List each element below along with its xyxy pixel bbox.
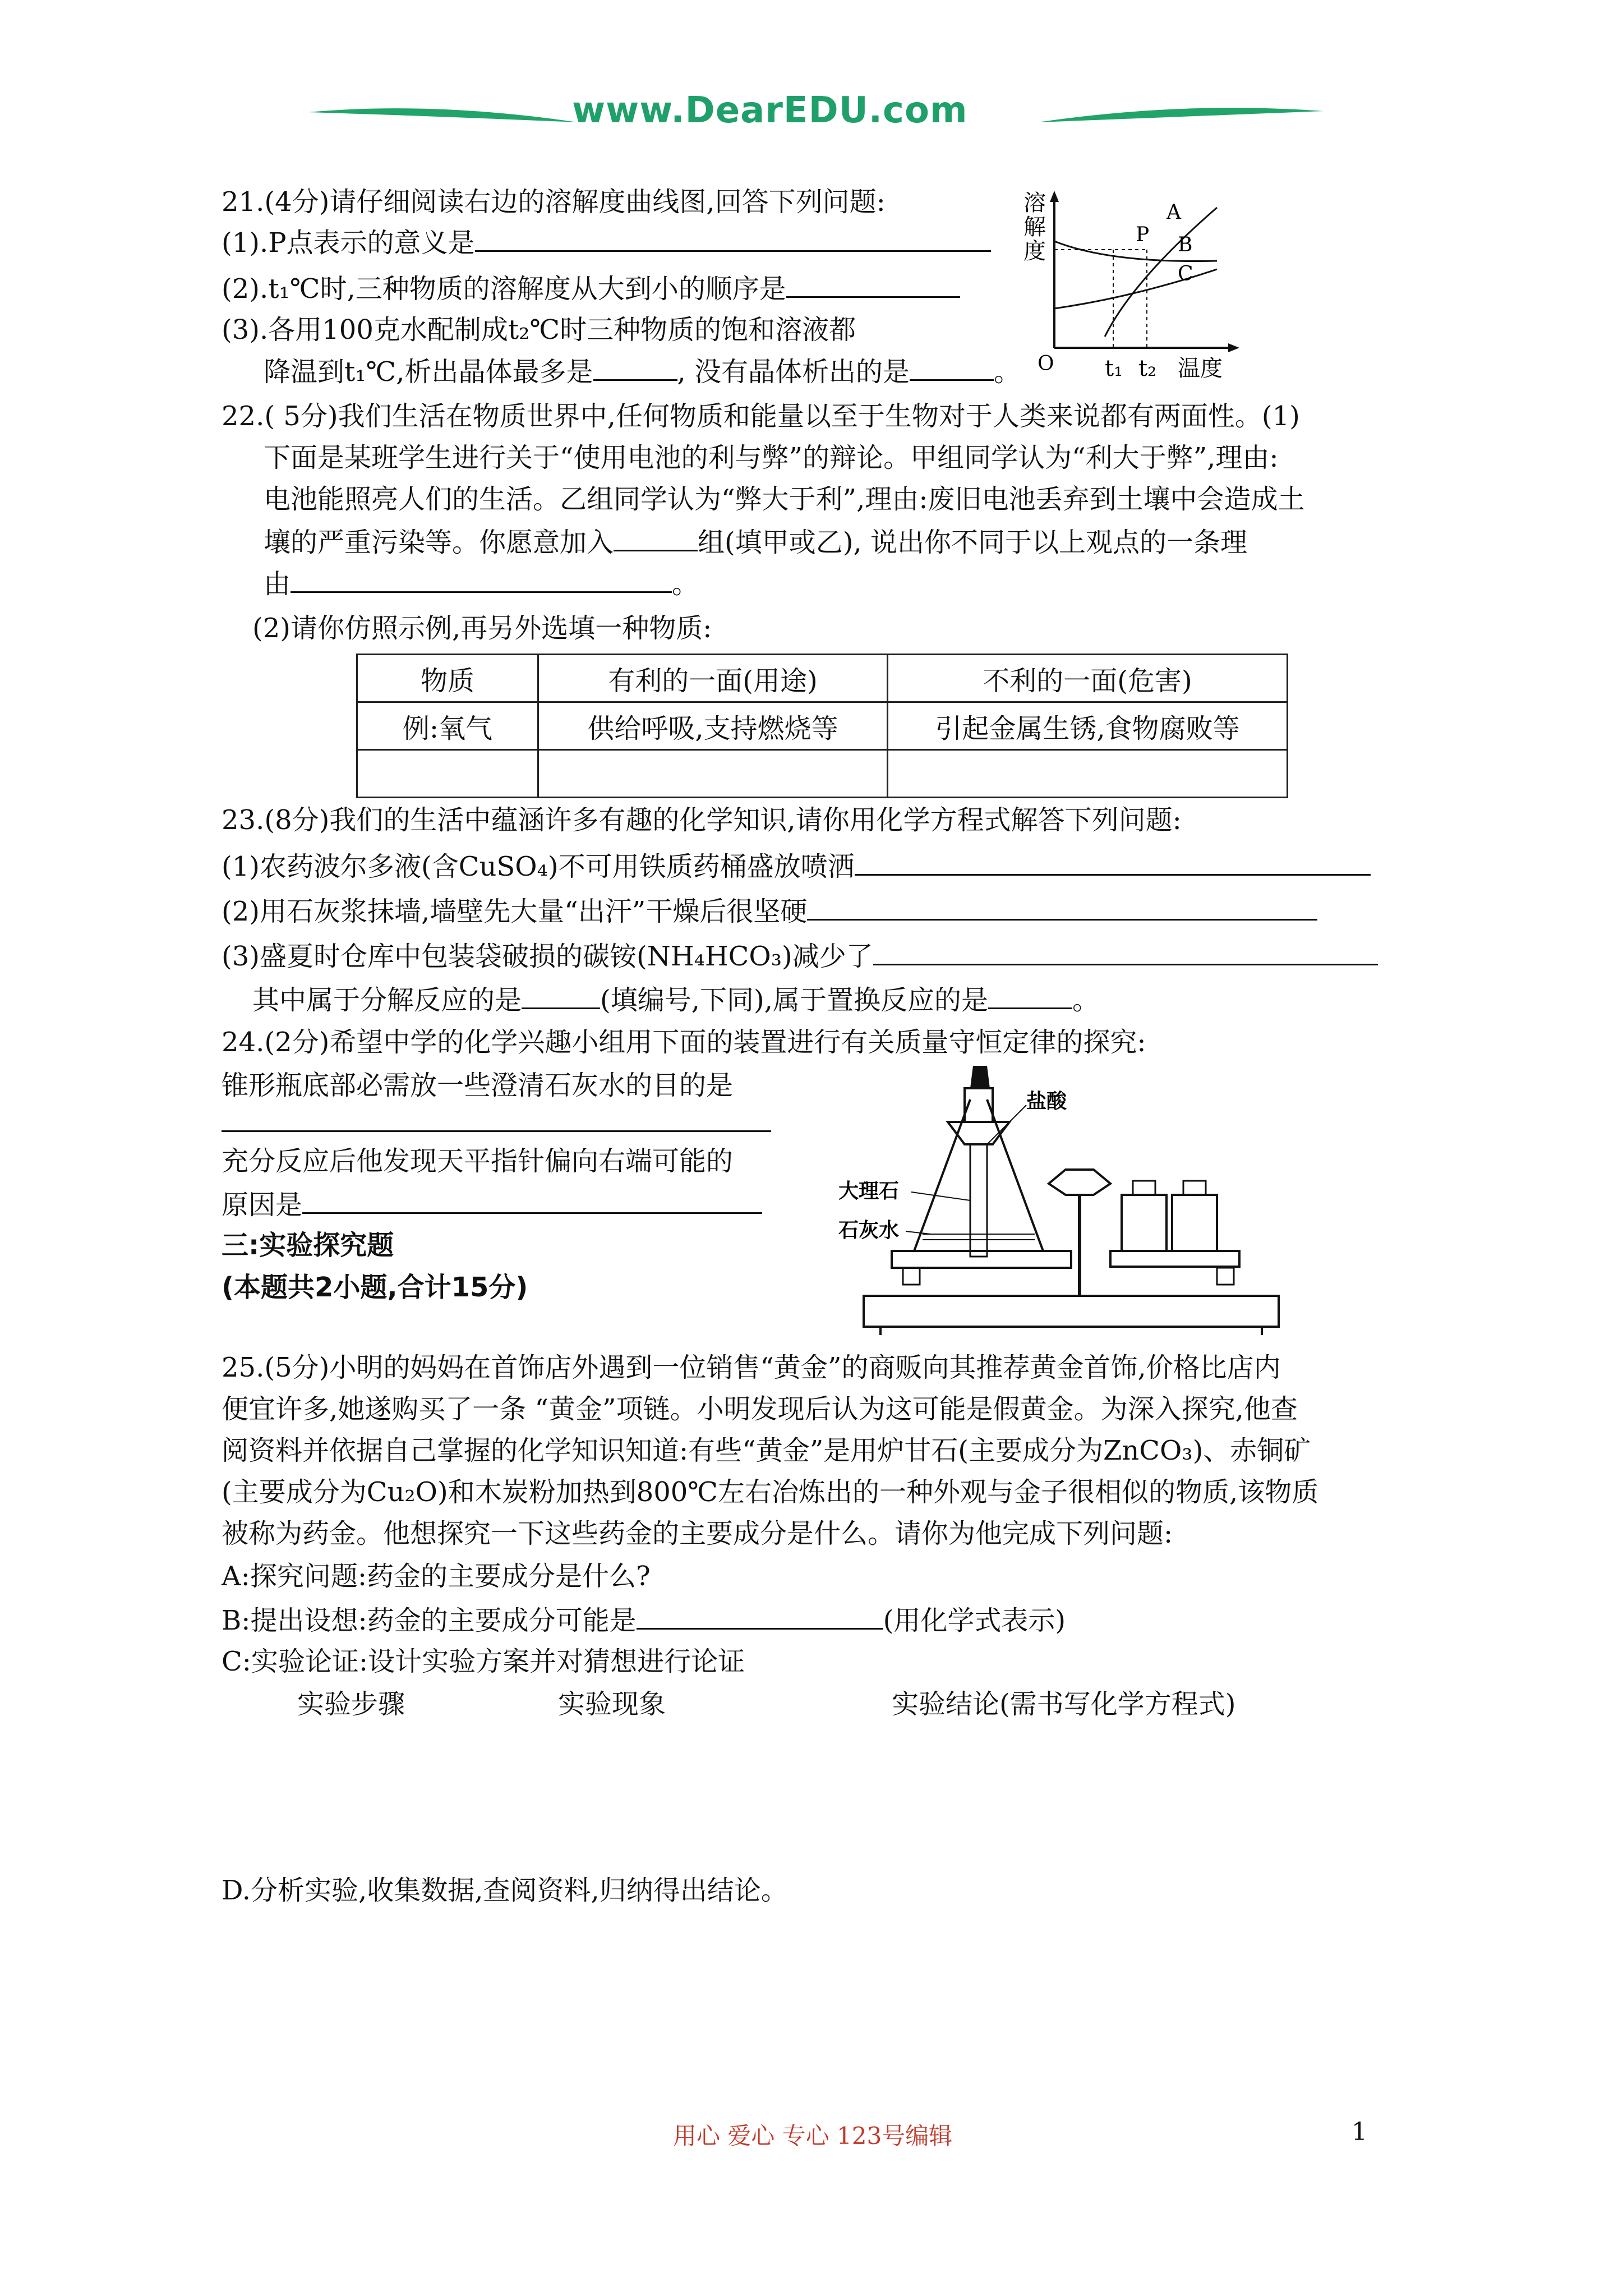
table-cell-blank [357, 750, 538, 798]
q23-title: 23.(8分)我们的生活中蕴涵许多有趣的化学知识,请你用化学方程式解答下列问题: [222, 804, 1182, 836]
table-cell: 例:氧气 [357, 702, 538, 750]
q25-line1: 25.(5分)小明的妈妈在首饰店外遇到一位销售“黄金”的商贩向其推荐黄金首饰,价格比店内 [222, 1352, 1281, 1383]
q23-part2: (2)用石灰浆抹墙,墙壁先大量“出汗”干燥后很坚硬 [222, 893, 1317, 928]
q23-part1: (1)农药波尔多液(含CuSO₄)不可用铁质药桶盛放喷洒 [222, 848, 1371, 884]
q25-part-a: A:探究问题:药金的主要成分是什么? [222, 1561, 651, 1592]
q22-line4: 壤的严重污染等。你愿意加入 组(填甲或乙), 说出你不同于以上观点的一条理 [264, 524, 1247, 559]
q25-part-c: C:实验论证:设计实验方案并对猜想进行论证 [222, 1646, 745, 1677]
q22-part2: (2)请你仿照示例,再另外选填一种物质: [252, 613, 712, 644]
graph-t1: t₁ [1105, 356, 1123, 381]
graph-ylabel-1: 溶 [1023, 190, 1046, 216]
q25-line3: 阅资料并依据自己掌握的化学知识知道:有些“黄金”是用炉甘石(主要成分为ZnCO₃)、赤铜矿 [222, 1435, 1311, 1466]
page-number: 1 [1352, 2118, 1367, 2146]
table-header-row [357, 655, 1288, 702]
q25-line5: 被称为药金。他想探究一下这些药金的主要成分是什么。请你为他完成下列问题: [222, 1518, 1173, 1549]
q25-col-phenomena: 实验现象 [558, 1688, 666, 1720]
graph-ylabel-2: 解 [1023, 214, 1046, 240]
graph-label-b: B [1178, 233, 1193, 256]
q24-blank-1 [222, 1130, 771, 1132]
q25-line4: (主要成分为Cu₂O)和木炭粉加热到800℃左右冶炼出的一种外观与金子很相似的物质,该物质 [222, 1476, 1319, 1508]
graph-ylabel-3: 度 [1023, 238, 1046, 264]
q23-part3: (3)盛夏时仓库中包装袋破损的碳铵(NH₄HCO₃)减少了 [222, 938, 1378, 973]
graph-t2: t₂ [1138, 356, 1157, 381]
q24-line4: 原因是 [222, 1186, 762, 1222]
graph-label-a: A [1166, 201, 1181, 224]
q25-part-d: D.分析实验,收集数据,查阅资料,归纳得出结论。 [222, 1875, 788, 1906]
q21-part3-cont: 降温到t₁℃,析出晶体最多是 , 没有晶体析出的是 。 [264, 353, 1021, 389]
graph-xlabel: 温度 [1178, 356, 1223, 381]
q22-line2: 下面是某班学生进行关于“使用电池的利与弊”的辩论。甲组同学认为“利大于弊”,理由: [264, 442, 1279, 473]
q25-part-b: B:提出设想:药金的主要成分可能是 (用化学式表示) [222, 1602, 1066, 1637]
section-subtitle: (本题共2小题,合计15分) [222, 1272, 528, 1303]
section-title: 三:实验探究题 [222, 1230, 394, 1261]
q21-part3: (3).各用100克水配制成t₂℃时三种物质的饱和溶液都 [222, 314, 856, 346]
table-cell: 引起金属生锈,食物腐败等 [888, 702, 1288, 750]
q24-line2: 锥形瓶底部必需放一些澄清石灰水的目的是 [222, 1070, 734, 1101]
q24-title: 24.(2分)希望中学的化学兴趣小组用下面的装置进行有关质量守恒定律的探究: [222, 1027, 1146, 1058]
substance-table [356, 654, 1288, 798]
q25-col-conclusion: 实验结论(需书写化学方程式) [892, 1688, 1236, 1720]
graph-label-c: C [1178, 263, 1193, 286]
table-header-cell: 物质 [357, 655, 538, 702]
q22-title: 22.( 5分)我们生活在物质世界中,任何物质和能量以至于生物对于人类来说都有两面性。(1) [222, 401, 1300, 432]
table-header-cell: 有利的一面(用途) [538, 655, 888, 702]
balance-apparatus [830, 1066, 1290, 1341]
q25-col-steps: 实验步骤 [297, 1688, 405, 1720]
table-row [357, 702, 1288, 750]
graph-origin: O [1038, 352, 1054, 375]
q21-part1: (1).P点表示的意义是 [222, 224, 991, 260]
q22-line3: 电池能照亮人们的生活。乙组同学认为“弊大于利”,理由:废旧电池丢弃到土壤中会造成土 [264, 484, 1305, 515]
table-header-cell: 不利的一面(危害) [888, 655, 1288, 702]
footer-text: 用心 爱心 专心 123号编辑 [673, 2122, 953, 2150]
label-marble: 大理石 [838, 1179, 900, 1203]
q22-line5: 由 。 [264, 565, 699, 601]
label-acid: 盐酸 [1026, 1089, 1067, 1113]
q24-line3: 充分反应后他发现天平指针偏向右端可能的 [222, 1145, 734, 1177]
site-header: www.DearEDU.com [572, 90, 968, 131]
table-cell-blank [538, 750, 888, 798]
q23-classify: 其中属于分解反应的是 (填编号,下同),属于置换反应的是 。 [252, 982, 1099, 1017]
label-limewater: 石灰水 [838, 1218, 900, 1242]
solubility-graph [1021, 185, 1256, 393]
table-cell-blank [888, 750, 1288, 798]
q25-line2: 便宜许多,她遂购买了一条 “黄金”项链。小明发现后认为这可能是假黄金。为深入探究,他查 [222, 1393, 1298, 1425]
q21-part2: (2).t₁℃时,三种物质的溶解度从大到小的顺序是 [222, 270, 960, 306]
q21-title: 21.(4分)请仔细阅读右边的溶解度曲线图,回答下列问题: [222, 186, 886, 218]
table-row-blank [357, 750, 1288, 798]
graph-point-p: P [1136, 223, 1150, 246]
table-cell: 供给呼吸,支持燃烧等 [538, 702, 888, 750]
